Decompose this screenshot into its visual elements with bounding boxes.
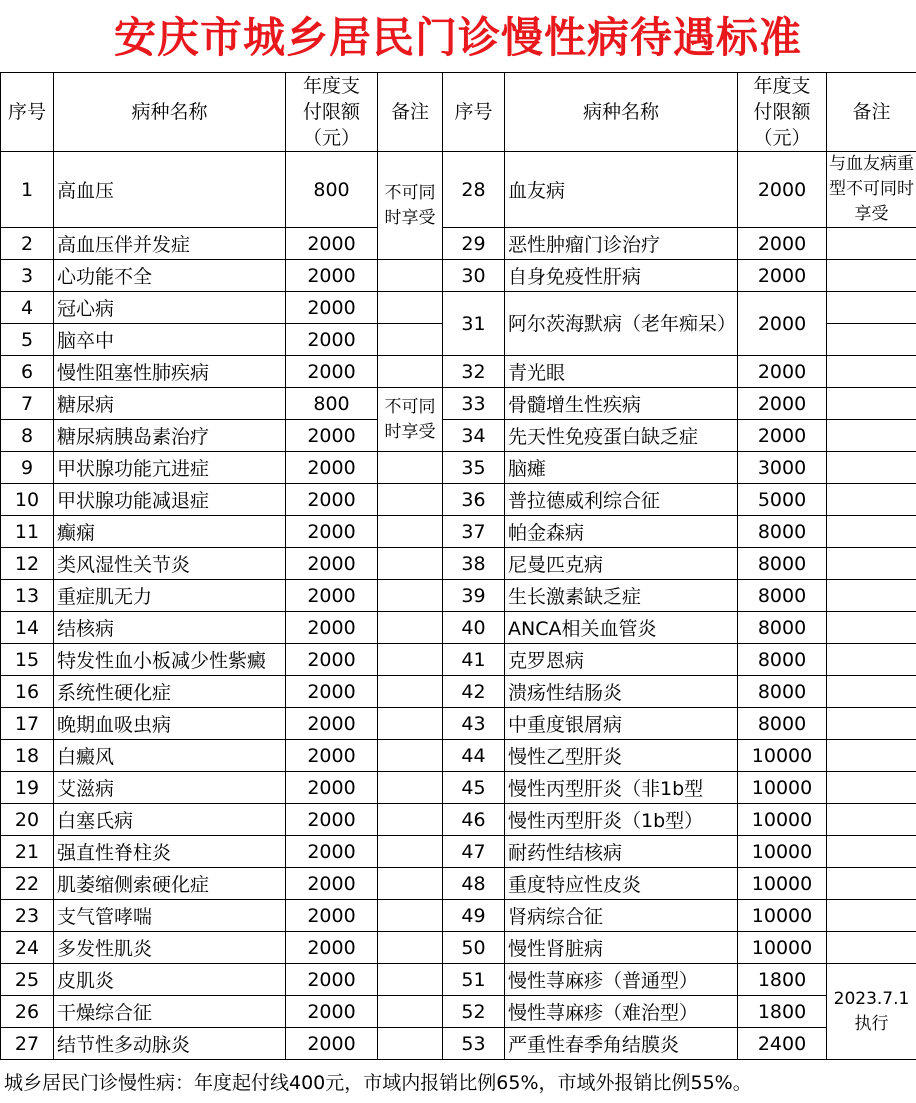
row-name: 特发性血小板减少性紫癜 [54,644,286,676]
row-name: 冠心病 [54,292,286,324]
row-seq: 23 [1,900,54,932]
row-name: 系统性硬化症 [54,676,286,708]
row-limit: 2000 [286,548,378,580]
table-row [1,900,916,932]
row-limit: 2000 [286,292,378,324]
row-name: 支气管哮喘 [54,900,286,932]
row-name: 慢性阻塞性肺疾病 [54,356,286,388]
row-seq: 2 [1,228,54,260]
row-limit: 5000 [738,484,827,516]
row-name: 肾病综合征 [505,900,738,932]
row-limit: 2000 [286,420,378,452]
row-limit: 10000 [738,932,827,964]
note-empty [378,708,443,740]
row-limit: 8000 [738,612,827,644]
row-name: 自身免疫性肝病 [505,260,738,292]
row-limit: 1800 [738,964,827,996]
row-limit: 3000 [738,452,827,484]
note-empty [827,388,916,420]
row-limit: 2000 [286,228,378,260]
row-seq: 39 [443,580,505,612]
note-empty [827,580,916,612]
table-row [1,228,916,260]
row-name: ANCA相关血管炎 [505,612,738,644]
row-seq: 3 [1,260,54,292]
note-empty [827,836,916,868]
row-seq: 53 [443,1028,505,1060]
note-empty [378,356,443,388]
table-row [1,996,916,1028]
row-limit: 8000 [738,548,827,580]
note-empty [378,740,443,772]
row-seq: 17 [1,708,54,740]
row-name: 白塞氏病 [54,804,286,836]
row-seq: 50 [443,932,505,964]
row-seq: 44 [443,740,505,772]
row-seq: 48 [443,868,505,900]
note-empty [378,996,443,1028]
row-seq: 1 [1,152,54,228]
row-name: 白癜风 [54,740,286,772]
row-seq: 30 [443,260,505,292]
row-seq: 42 [443,676,505,708]
note-empty [378,900,443,932]
row-name: 高血压伴并发症 [54,228,286,260]
row-limit: 2000 [286,740,378,772]
row-name: 干燥综合征 [54,996,286,1028]
row-name: 阿尔茨海默病（老年痴呆） [505,292,738,356]
note-empty [378,484,443,516]
row-name: 脑瘫 [505,452,738,484]
row-name: 慢性丙型肝炎（1b型） [505,804,738,836]
note-empty [827,260,916,292]
header-row [1,73,916,152]
row-limit: 8000 [738,708,827,740]
row-limit: 1800 [738,996,827,1028]
row-limit: 2000 [738,152,827,228]
note-empty [827,228,916,260]
row-name: 耐药性结核病 [505,836,738,868]
row-name: 严重性春季角结膜炎 [505,1028,738,1060]
note-empty [827,452,916,484]
row-name: 肌萎缩侧索硬化症 [54,868,286,900]
table-row [1,484,916,516]
header-note-right: 备注 [827,73,916,152]
row-name: 晚期血吸虫病 [54,708,286,740]
row-limit: 2400 [738,1028,827,1060]
table-row [1,708,916,740]
note-empty [378,452,443,484]
note-empty [378,516,443,548]
row-name: 重症肌无力 [54,580,286,612]
table-row [1,292,916,324]
row-limit: 2000 [738,388,827,420]
note-empty [378,580,443,612]
row-limit: 10000 [738,868,827,900]
row-name: 普拉德威利综合征 [505,484,738,516]
row-limit: 2000 [286,900,378,932]
header-name: 病种名称 [54,73,286,152]
row-seq: 9 [1,452,54,484]
row-seq: 20 [1,804,54,836]
header-seq-right: 序号 [443,73,505,152]
row-name: 皮肌炎 [54,964,286,996]
note-hypertension: 不可同时享受 [378,152,443,260]
row-limit: 2000 [738,292,827,356]
row-name: 慢性荨麻疹（难治型） [505,996,738,1028]
table-row [1,548,916,580]
table-row [1,676,916,708]
row-limit: 10000 [738,804,827,836]
header-note: 备注 [378,73,443,152]
note-effective-date: 2023.7.1执行 [827,964,916,1060]
row-name: 血友病 [505,152,738,228]
row-seq: 21 [1,836,54,868]
row-name: 先天性免疫蛋白缺乏症 [505,420,738,452]
row-limit: 10000 [738,836,827,868]
header-limit-right: 年度支 付限额 （元） [738,73,827,152]
row-name: 中重度银屑病 [505,708,738,740]
row-seq: 10 [1,484,54,516]
row-seq: 7 [1,388,54,420]
row-limit: 2000 [738,356,827,388]
row-limit: 2000 [738,260,827,292]
row-name: 心功能不全 [54,260,286,292]
note-empty [378,324,443,356]
table-row [1,420,916,452]
note-empty [378,868,443,900]
row-name: 脑卒中 [54,324,286,356]
table-row [1,772,916,804]
row-seq: 41 [443,644,505,676]
row-limit: 800 [286,388,378,420]
table-row [1,356,916,388]
row-name: 结节性多动脉炎 [54,1028,286,1060]
row-name: 慢性肾脏病 [505,932,738,964]
note-empty [378,772,443,804]
row-seq: 26 [1,996,54,1028]
row-limit: 2000 [286,612,378,644]
row-limit: 2000 [286,964,378,996]
note-empty [378,260,443,292]
note-empty [827,516,916,548]
table-row [1,932,916,964]
note-empty [827,292,916,324]
row-seq: 14 [1,612,54,644]
note-empty [827,612,916,644]
note-empty [827,932,916,964]
row-seq: 29 [443,228,505,260]
row-name: 慢性乙型肝炎 [505,740,738,772]
row-seq: 49 [443,900,505,932]
row-seq: 12 [1,548,54,580]
row-seq: 15 [1,644,54,676]
row-seq: 51 [443,964,505,996]
row-seq: 13 [1,580,54,612]
row-seq: 40 [443,612,505,644]
table-row [1,260,916,292]
note-empty [378,964,443,996]
row-limit: 2000 [286,804,378,836]
row-seq: 47 [443,836,505,868]
row-name: 青光眼 [505,356,738,388]
note-empty [378,548,443,580]
page-title: 安庆市城乡居民门诊慢性病待遇标准 [113,13,802,62]
row-limit: 2000 [286,260,378,292]
note-empty [378,1028,443,1060]
table-row [1,868,916,900]
row-name: 溃疡性结肠炎 [505,676,738,708]
disease-table [0,72,916,1060]
row-seq: 24 [1,932,54,964]
table-row [1,152,916,228]
row-limit: 2000 [286,356,378,388]
footer-note: 城乡居民门诊慢性病：年度起付线400元，市域内报销比例65%，市域外报销比例55%。 [4,1072,752,1094]
row-name: 骨髓增生性疾病 [505,388,738,420]
note-empty [378,804,443,836]
row-limit: 10000 [738,900,827,932]
row-limit: 2000 [738,228,827,260]
row-name: 多发性肌炎 [54,932,286,964]
row-name: 类风湿性关节炎 [54,548,286,580]
row-limit: 2000 [286,1028,378,1060]
row-name: 高血压 [54,152,286,228]
row-limit: 8000 [738,516,827,548]
note-empty [827,772,916,804]
header-seq: 序号 [1,73,54,152]
row-name: 重度特应性皮炎 [505,868,738,900]
row-seq: 37 [443,516,505,548]
note-empty [827,484,916,516]
row-name: 甲状腺功能减退症 [54,484,286,516]
row-name: 恶性肿瘤门诊治疗 [505,228,738,260]
note-empty [378,612,443,644]
note-empty [827,708,916,740]
header-limit: 年度支 付限额 （元） [286,73,378,152]
row-name: 结核病 [54,612,286,644]
row-name: 糖尿病胰岛素治疗 [54,420,286,452]
note-empty [378,644,443,676]
note-empty [827,324,916,356]
row-limit: 800 [286,152,378,228]
table-row [1,452,916,484]
row-limit: 2000 [286,868,378,900]
row-seq: 22 [1,868,54,900]
row-seq: 32 [443,356,505,388]
row-limit: 2000 [286,676,378,708]
row-name: 癫痫 [54,516,286,548]
row-limit: 10000 [738,772,827,804]
row-limit: 2000 [286,452,378,484]
row-seq: 34 [443,420,505,452]
row-seq: 52 [443,996,505,1028]
note-empty [378,676,443,708]
row-seq: 27 [1,1028,54,1060]
row-limit: 2000 [286,836,378,868]
table-row [1,580,916,612]
row-limit: 10000 [738,740,827,772]
table-row [1,836,916,868]
note-empty [378,932,443,964]
header-name-right: 病种名称 [505,73,738,152]
note-empty [827,676,916,708]
row-seq: 36 [443,484,505,516]
row-seq: 28 [443,152,505,228]
note-empty [827,548,916,580]
row-limit: 2000 [286,772,378,804]
note-empty [827,644,916,676]
row-name: 甲状腺功能亢进症 [54,452,286,484]
row-seq: 38 [443,548,505,580]
row-limit: 2000 [286,484,378,516]
note-empty [827,804,916,836]
note-empty [827,740,916,772]
row-seq: 46 [443,804,505,836]
row-name: 艾滋病 [54,772,286,804]
table-row [1,388,916,420]
note-empty [827,420,916,452]
note-empty [827,356,916,388]
note-empty [378,292,443,324]
row-seq: 8 [1,420,54,452]
row-seq: 31 [443,292,505,356]
row-seq: 11 [1,516,54,548]
row-name: 强直性脊柱炎 [54,836,286,868]
row-limit: 2000 [286,644,378,676]
row-limit: 2000 [286,996,378,1028]
row-seq: 43 [443,708,505,740]
row-limit: 8000 [738,676,827,708]
row-name: 克罗恩病 [505,644,738,676]
row-seq: 5 [1,324,54,356]
row-seq: 6 [1,356,54,388]
row-limit: 2000 [738,420,827,452]
row-limit: 8000 [738,644,827,676]
table-row [1,612,916,644]
row-limit: 2000 [286,708,378,740]
note-empty [378,836,443,868]
row-seq: 25 [1,964,54,996]
row-seq: 35 [443,452,505,484]
row-seq: 18 [1,740,54,772]
row-name: 尼曼匹克病 [505,548,738,580]
table-row [1,516,916,548]
row-name: 慢性荨麻疹（普通型） [505,964,738,996]
note-hemophilia: 与血友病重型不可同时享受 [827,152,916,228]
row-seq: 4 [1,292,54,324]
row-limit: 2000 [286,580,378,612]
row-seq: 45 [443,772,505,804]
row-seq: 16 [1,676,54,708]
row-name: 慢性丙型肝炎（非1b型 [505,772,738,804]
row-seq: 19 [1,772,54,804]
table-row [1,740,916,772]
row-name: 糖尿病 [54,388,286,420]
note-diabetes: 不可同时享受 [378,388,443,452]
row-seq: 33 [443,388,505,420]
row-limit: 2000 [286,516,378,548]
table-row [1,1028,916,1060]
table-row [1,804,916,836]
row-name: 生长激素缺乏症 [505,580,738,612]
row-limit: 2000 [286,932,378,964]
row-name: 帕金森病 [505,516,738,548]
table-row [1,964,916,996]
table-row [1,644,916,676]
note-empty [827,868,916,900]
row-limit: 8000 [738,580,827,612]
row-limit: 2000 [286,324,378,356]
note-empty [827,900,916,932]
